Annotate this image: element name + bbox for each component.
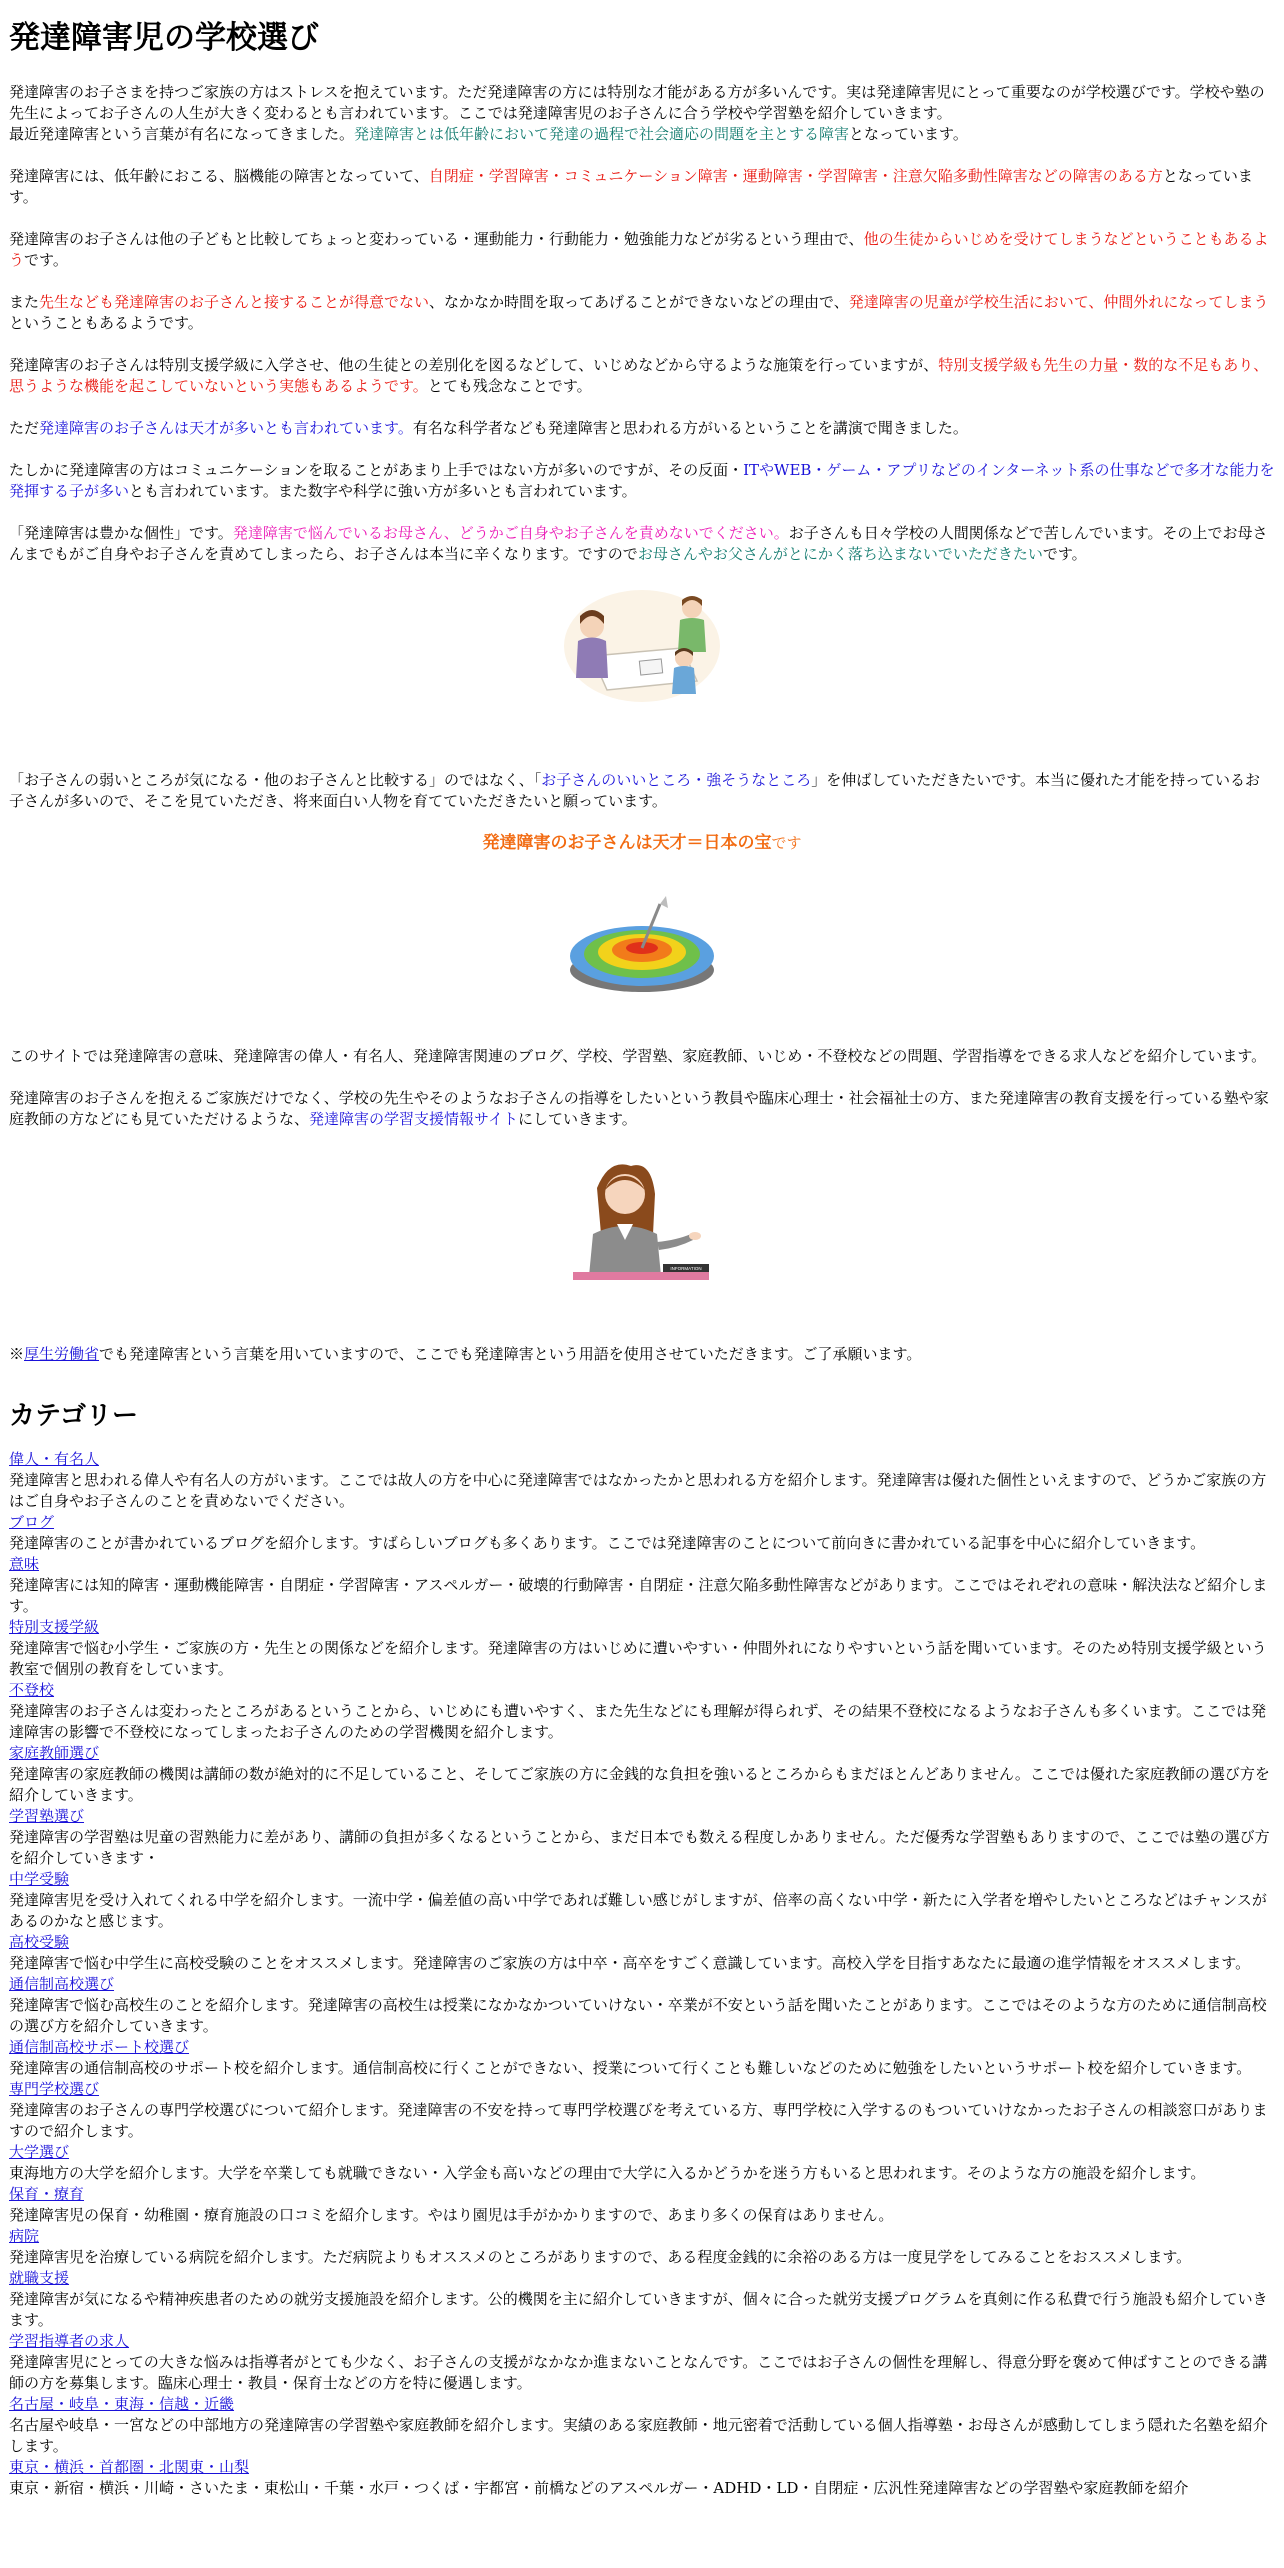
intro-highlight: 発達障害とは低年齢において発達の過程で社会適応の問題を主とする障害	[354, 125, 850, 143]
category-description: 発達障害のお子さんの専門学校選びについて紹介します。発達障害の不安を持って専門学校選びを考えている方、専門学校に入学するのもついていけなかったお子さんの相談窓口がありますので紹介します。	[9, 2101, 1268, 2140]
category-description: 東京・新宿・横浜・川崎・さいたま・東松山・千葉・水戸・つくば・宇都宮・前橋などのアスペルガー・ADHD・LD・自閉症・広汎性発達障害などの学習塾や家庭教師を紹介	[9, 2479, 1189, 2497]
category-description: 発達障害で悩む高校生のことを紹介します。発達障害の高校生は授業になかなかついていけない・卒業が不安という話を聞いたことがあります。ここではそのような方のために通信制高校の選び方を紹介していきます。	[9, 1996, 1267, 2035]
paragraph-genius: ただ発達障害のお子さんは天才が多いとも言われています。有名な科学者なども発達障害と思われる方がいるということを講演で聞きました。	[9, 419, 968, 437]
category-link[interactable]: 偉人・有名人	[9, 1450, 100, 1468]
category-description: 発達障害で悩む中学生に高校受験のことをオススメします。発達障害のご家族の方は中卒・高卒をすごく意識しています。高校入学を目指すあなたに最適の進学情報をオススメします。	[9, 1954, 1251, 1972]
category-link[interactable]: 家庭教師選び	[9, 1744, 100, 1762]
category-description: 発達障害の家庭教師の機関は講師の数が絶対的に不足していること、そしてご家族の方に金銭的な負担を強いるところからもまだほとんどありません。ここでは優れた家庭教師の選び方を紹介していきます。	[9, 1765, 1270, 1804]
category-description: 発達障害のことが書かれているブログを紹介します。すばらしいブログも多くあります。ここでは発達障害のことについて前向きに書かれている記事を中心に紹介していきます。	[9, 1534, 1206, 1552]
category-description: 発達障害には知的障害・運動機能障害・自閉症・学習障害・アスペルガー・破壊的行動障害・自閉症・注意欠陥多動性障害などがあります。ここではそれぞれの意味・解決法など紹介します。	[9, 1576, 1268, 1615]
page-title: 発達障害児の学校選び	[9, 20, 319, 56]
paragraph-strengths: 「お子さんの弱いところが気になる・他のお子さんと比較する」のではなく、「お子さんのいいところ・強そうなところ」を伸ばしていただきたいです。本当に優れた才能を持っているお子さんが多いので、そこを見ていただき、将来面白い人物を育てていただきたいと願っています。	[9, 771, 1261, 810]
category-link[interactable]: 専門学校選び	[9, 2080, 100, 2098]
category-link[interactable]: 中学受験	[9, 1870, 70, 1888]
category-link[interactable]: 通信制高校サポート校選び	[9, 2038, 190, 2056]
highlight-genius: 発達障害のお子さんは天才が多いとも言われています。	[39, 419, 413, 437]
category-description: 発達障害の学習塾は児童の習熟能力に差があり、講師の負担が多くなるということから、まだ日本でも数える程度しかありません。ただ優秀な学習塾もありますので、ここでは塾の選び方を紹介していきます・	[9, 1828, 1270, 1867]
highlight-disorders: 自閉症・学習障害・コミュニケーション障害・運動障害・学習障害・注意欠陥多動性障害などの障害のある方	[428, 167, 1163, 185]
category-link[interactable]: 就職支援	[9, 2269, 70, 2287]
category-link[interactable]: 保育・療育	[9, 2185, 85, 2203]
highlight-strengths: お子さんのいいところ・強そうなところ	[541, 771, 812, 789]
category-description: 発達障害の通信制高校のサポート校を紹介します。通信制高校に行くことができない、授業について行くことも難しいなどのために勉強をしたいというサポート校を紹介していきます。	[9, 2059, 1252, 2077]
intro-text-3: となっています。	[849, 125, 968, 143]
intro-text: 発達障害のお子さまを持つご家族の方はストレスを抱えています。ただ発達障害の方には特別な才能がある方が多いんです。実は発達障害児にとって重要なのが学校選びです。学校や塾の先生によってお子さんの人生が大きく変わるとも言われています。ここでは発達障害児のお子さんに合う学校や学習塾を紹介していきます。	[9, 83, 1265, 122]
paragraph-special-class: 発達障害のお子さんは特別支援学級に入学させ、他の生徒との差別化を図るなどして、いじめなどから守るような施策を行っていますが、特別支援学級も先生の力量・数的な不足もあり、思うような機能を起こしていないという実態もあるようです。とても残念なことです。	[9, 356, 1269, 395]
category-description: 発達障害児を受け入れてくれる中学を紹介します。一流中学・偏差値の高い中学であれば難しい感じがしますが、倍率の高くない中学・新たに入学者を増やしたいところなどはチャンスがあるのかなと感じます。	[9, 1891, 1267, 1930]
category-description: 発達障害児にとっての大きな悩みは指導者がとても少なく、お子さんの支援がなかなか進まないことなんです。ここではお子さんの個性を理解し、得意分野を褒めて伸ばすことのできる講師の方を募集します。臨床心理士・教員・保育士などの方を特に優遇します。	[9, 2353, 1268, 2392]
info-label: INFORMATION	[670, 1266, 702, 1271]
category-description: 発達障害児の保育・幼稚園・療育施設の口コミを紹介します。やはり園児は手がかかりますので、あまり多くの保育はありません。	[9, 2206, 894, 2224]
category-link[interactable]: 不登校	[9, 1681, 55, 1699]
highlight-site: 発達障害の学習支援情報サイト	[309, 1110, 518, 1128]
paragraph-personality: 「発達障害は豊かな個性」です。発達障害で悩んでいるお母さん、どうかご自身やお子さんを責めないでください。お子さんも日々学校の人間関係などで苦しんでいます。その上でお母さんまでもがご自身やお子さんを責めてしまったら、お子さんは本当に辛くなります。ですのでお母さんやお父さんがとにかく落ち込まないでいただきたいです。	[9, 524, 1268, 563]
highlight-special-class: 特別支援学級も先生の力量・数的な不足もあり、思うような機能を起こしていないという実態もあるようです。	[9, 356, 1269, 395]
paragraph-bullying: 発達障害のお子さんは他の子どもと比較してちょっと変わっている・運動能力・行動能力・勉強能力などが劣るという理由で、他の生徒からいじめを受けてしまうなどということもあるようです。	[9, 230, 1269, 269]
mhlw-link[interactable]: 厚生労働省	[24, 1345, 100, 1363]
intro-paragraph	[9, 82, 1275, 145]
highlight-exclusion: 発達障害の児童が学校生活において、仲間外れになってしまう	[848, 293, 1269, 311]
category-heading: カテゴリー	[9, 1401, 138, 1431]
category-link[interactable]: 名古屋・岐阜・東海・信越・近畿	[9, 2395, 235, 2413]
category-link[interactable]: 特別支援学級	[9, 1618, 100, 1636]
paragraph-disorders: 発達障害には、低年齢におこる、脳機能の障害となっていて、自閉症・学習障害・コミュニケーション障害・運動障害・学習障害・注意欠陥多動性障害などの障害のある方となっています。	[9, 167, 1253, 206]
paragraph-audience: 発達障害のお子さんを抱えるご家族だけでなく、学校の先生やそのようなお子さんの指導をしたいという教員や臨床心理士・社会福祉士の方、また発達障害の教育支援を行っている塾や家庭教師の方などにも見ていただけるような、発達障害の学習支援情報サイトにしていきます。	[9, 1089, 1269, 1128]
category-link[interactable]: 大学選び	[9, 2143, 70, 2161]
category-description: 発達障害児を治療している病院を紹介します。ただ病院よりもオススメのところがありますので、ある程度金銭的に余裕のある方は一度見学をしてみることをおススメします。	[9, 2248, 1192, 2266]
category-description: 発達障害のお子さんは変わったところがあるということから、いじめにも遭いやすく、また先生などにも理解が得られず、その結果不登校になるようなお子さんも多くいます。ここでは発達障害の影響で不登校になってしまったお子さんのための学習機関を紹介します。	[9, 1702, 1267, 1741]
highlight-bullying: 他の生徒からいじめを受けてしまうなどということもあるよう	[9, 230, 1269, 269]
category-link[interactable]: 東京・横浜・首都圏・北関東・山梨	[9, 2458, 250, 2476]
category-link[interactable]: 病院	[9, 2227, 40, 2245]
intro-text-2: 最近発達障害という言葉が有名になってきました。	[9, 125, 355, 143]
paragraph-site-content: このサイトでは発達障害の意味、発達障害の偉人・有名人、発達障害関連のブログ、学校、学習塾、家庭教師、いじめ・不登校などの問題、学習指導をできる求人などを紹介しています。	[9, 1047, 1267, 1065]
highlight-teachers: 先生なども発達障害のお子さんと接することが得意でない	[39, 293, 430, 311]
category-link[interactable]: 学習塾選び	[9, 1807, 85, 1825]
category-link[interactable]: ブログ	[9, 1513, 55, 1531]
guide-illustration	[9, 1154, 1275, 1290]
category-link[interactable]: 意味	[9, 1555, 40, 1573]
category-description: 発達障害が気になるや精神疾患者のための就労支援施設を紹介します。公的機関を主に紹介していきますが、個々に合った就労支援プログラムを真剣に作る私費で行う施設も紹介していきます。	[9, 2290, 1268, 2329]
slogan-text: 発達障害のお子さんは天才＝日本の宝	[482, 833, 772, 853]
paragraph-teachers: また先生なども発達障害のお子さんと接することが得意でない、なかなか時間を取ってあげることができないなどの理由で、発達障害の児童が学校生活において、仲間外れになってしまうということもあるようです。	[9, 293, 1269, 332]
highlight-talent: ITやWEB・ゲーム・アプリなどのインターネット系の仕事などで多才な能力を発揮する子が多い	[9, 461, 1275, 500]
highlight-parents: お母さんやお父さんがとにかく落ち込まないでいただきたい	[637, 545, 1043, 563]
paragraph-talent: たしかに発達障害の方はコミュニケーションを取ることがあまり上手ではない方が多いのですが、その反面・ITやWEB・ゲーム・アプリなどのインターネット系の仕事などで多才な能力を発揮する子が多いとも言われています。また数字や科学に強い方が多いとも言われています。	[9, 461, 1275, 500]
category-description: 東海地方の大学を紹介します。大学を卒業しても就職できない・入学金も高いなどの理由で大学に入るかどうかを迷う方もいると思われます。そのような方の施設を紹介します。	[9, 2164, 1206, 2182]
target-illustration	[9, 890, 1275, 1006]
category-link[interactable]: 高校受験	[9, 1933, 70, 1951]
category-list	[9, 1449, 1275, 2499]
category-description: 発達障害で悩む小学生・ご家族の方・先生との関係などを紹介します。発達障害の方はいじめに遭いやすい・仲間外れになりやすいという話を聞いています。そのため特別支援学級という教室で個別の教育をしています。	[9, 1639, 1267, 1678]
category-link[interactable]: 学習指導者の求人	[9, 2332, 130, 2350]
highlight-mothers: 発達障害で悩んでいるお母さん、どうかご自身やお子さんを責めないでください。	[232, 524, 789, 542]
slogan: 発達障害のお子さんは天才＝日本の宝です	[482, 833, 802, 853]
category-description: 発達障害と思われる偉人や有名人の方がいます。ここでは故人の方を中心に発達障害ではなかったかと思われる方を紹介します。発達障害は優れた個性といえますので、どうかご家族の方はご自身やお子さんのことを責めないでください。	[9, 1471, 1267, 1510]
family-illustration	[9, 586, 1275, 722]
category-link[interactable]: 通信制高校選び	[9, 1975, 115, 1993]
paragraph-terminology: ※厚生労働省でも発達障害という言葉を用いていますので、ここでも発達障害という用語を使用させていただきます。ご了承願います。	[9, 1345, 922, 1363]
category-description: 名古屋や岐阜・一宮などの中部地方の発達障害の学習塾や家庭教師を紹介します。実績のある家庭教師・地元密着で活動している個人指導塾・お母さんが感動してしまう隠れた名塾を紹介します。	[9, 2416, 1268, 2455]
